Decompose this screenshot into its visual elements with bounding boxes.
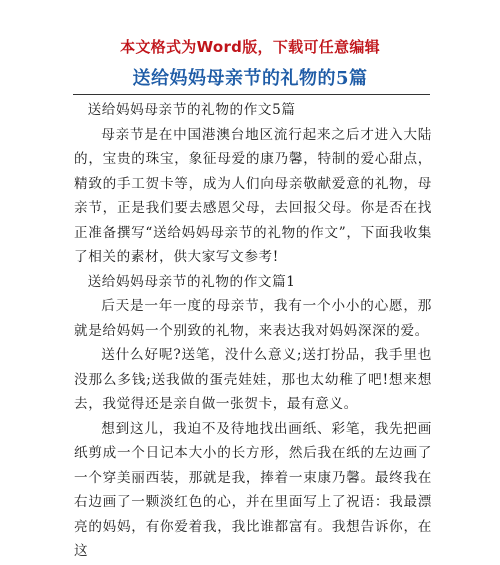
essay-1-paragraph: 后天是一年一度的母亲节，我有一个小小的心愿，那就是给妈妈一个别致的礼物，来表达我对妈妈深深的爱。 — [74, 298, 432, 339]
essay-1-paragraph: 想到这儿，我迫不及待地找出画纸、彩笔，我先把画纸剪成一个日记本大小的长方形，然后我在纸的左边画了一个穿美丽西装，那就是我，捧着一束康乃馨。最终我在右边画了一颗淡红色的心，并在里面写上了祝语：我最漂亮的妈妈，有你爱着我，我比谁都富有。我想告诉你，在这 — [74, 420, 432, 559]
intro-paragraph: 母亲节是在中国港澳台地区流行起来之后才进入大陆的，宝贵的珠宝，象征母爱的康乃馨，特制的爱心甜点，精致的手工贺卡等，成为人们向母亲敬献爱意的礼物，母亲节，正是我们要去感恩父母，去回报父母。你是否在找正准备撰写“送给妈妈母亲节的礼物的作文”，下面我收集了相关的素材，供大家写文参考! — [74, 126, 432, 265]
document-title: 送给妈妈母亲节的礼物的5篇 — [132, 68, 368, 89]
intro-heading: 送给妈妈母亲节的礼物的作文5篇 — [87, 102, 296, 118]
title-divider — [73, 94, 430, 95]
essay-1-heading: 送给妈妈母亲节的礼物的作文篇1 — [87, 273, 296, 290]
essay-1-paragraph: 送什么好呢?送笔，没什么意义;送打扮品，我手里也没那么多钱;送我做的蛋壳娃娃，那也太幼稚了吧!想来想去，我觉得还是亲自做一张贺卡，最有意义。 — [74, 347, 432, 412]
document-body — [74, 98, 432, 564]
editable-notice: 本文格式为Word版，下载可任意编辑 — [120, 38, 380, 56]
